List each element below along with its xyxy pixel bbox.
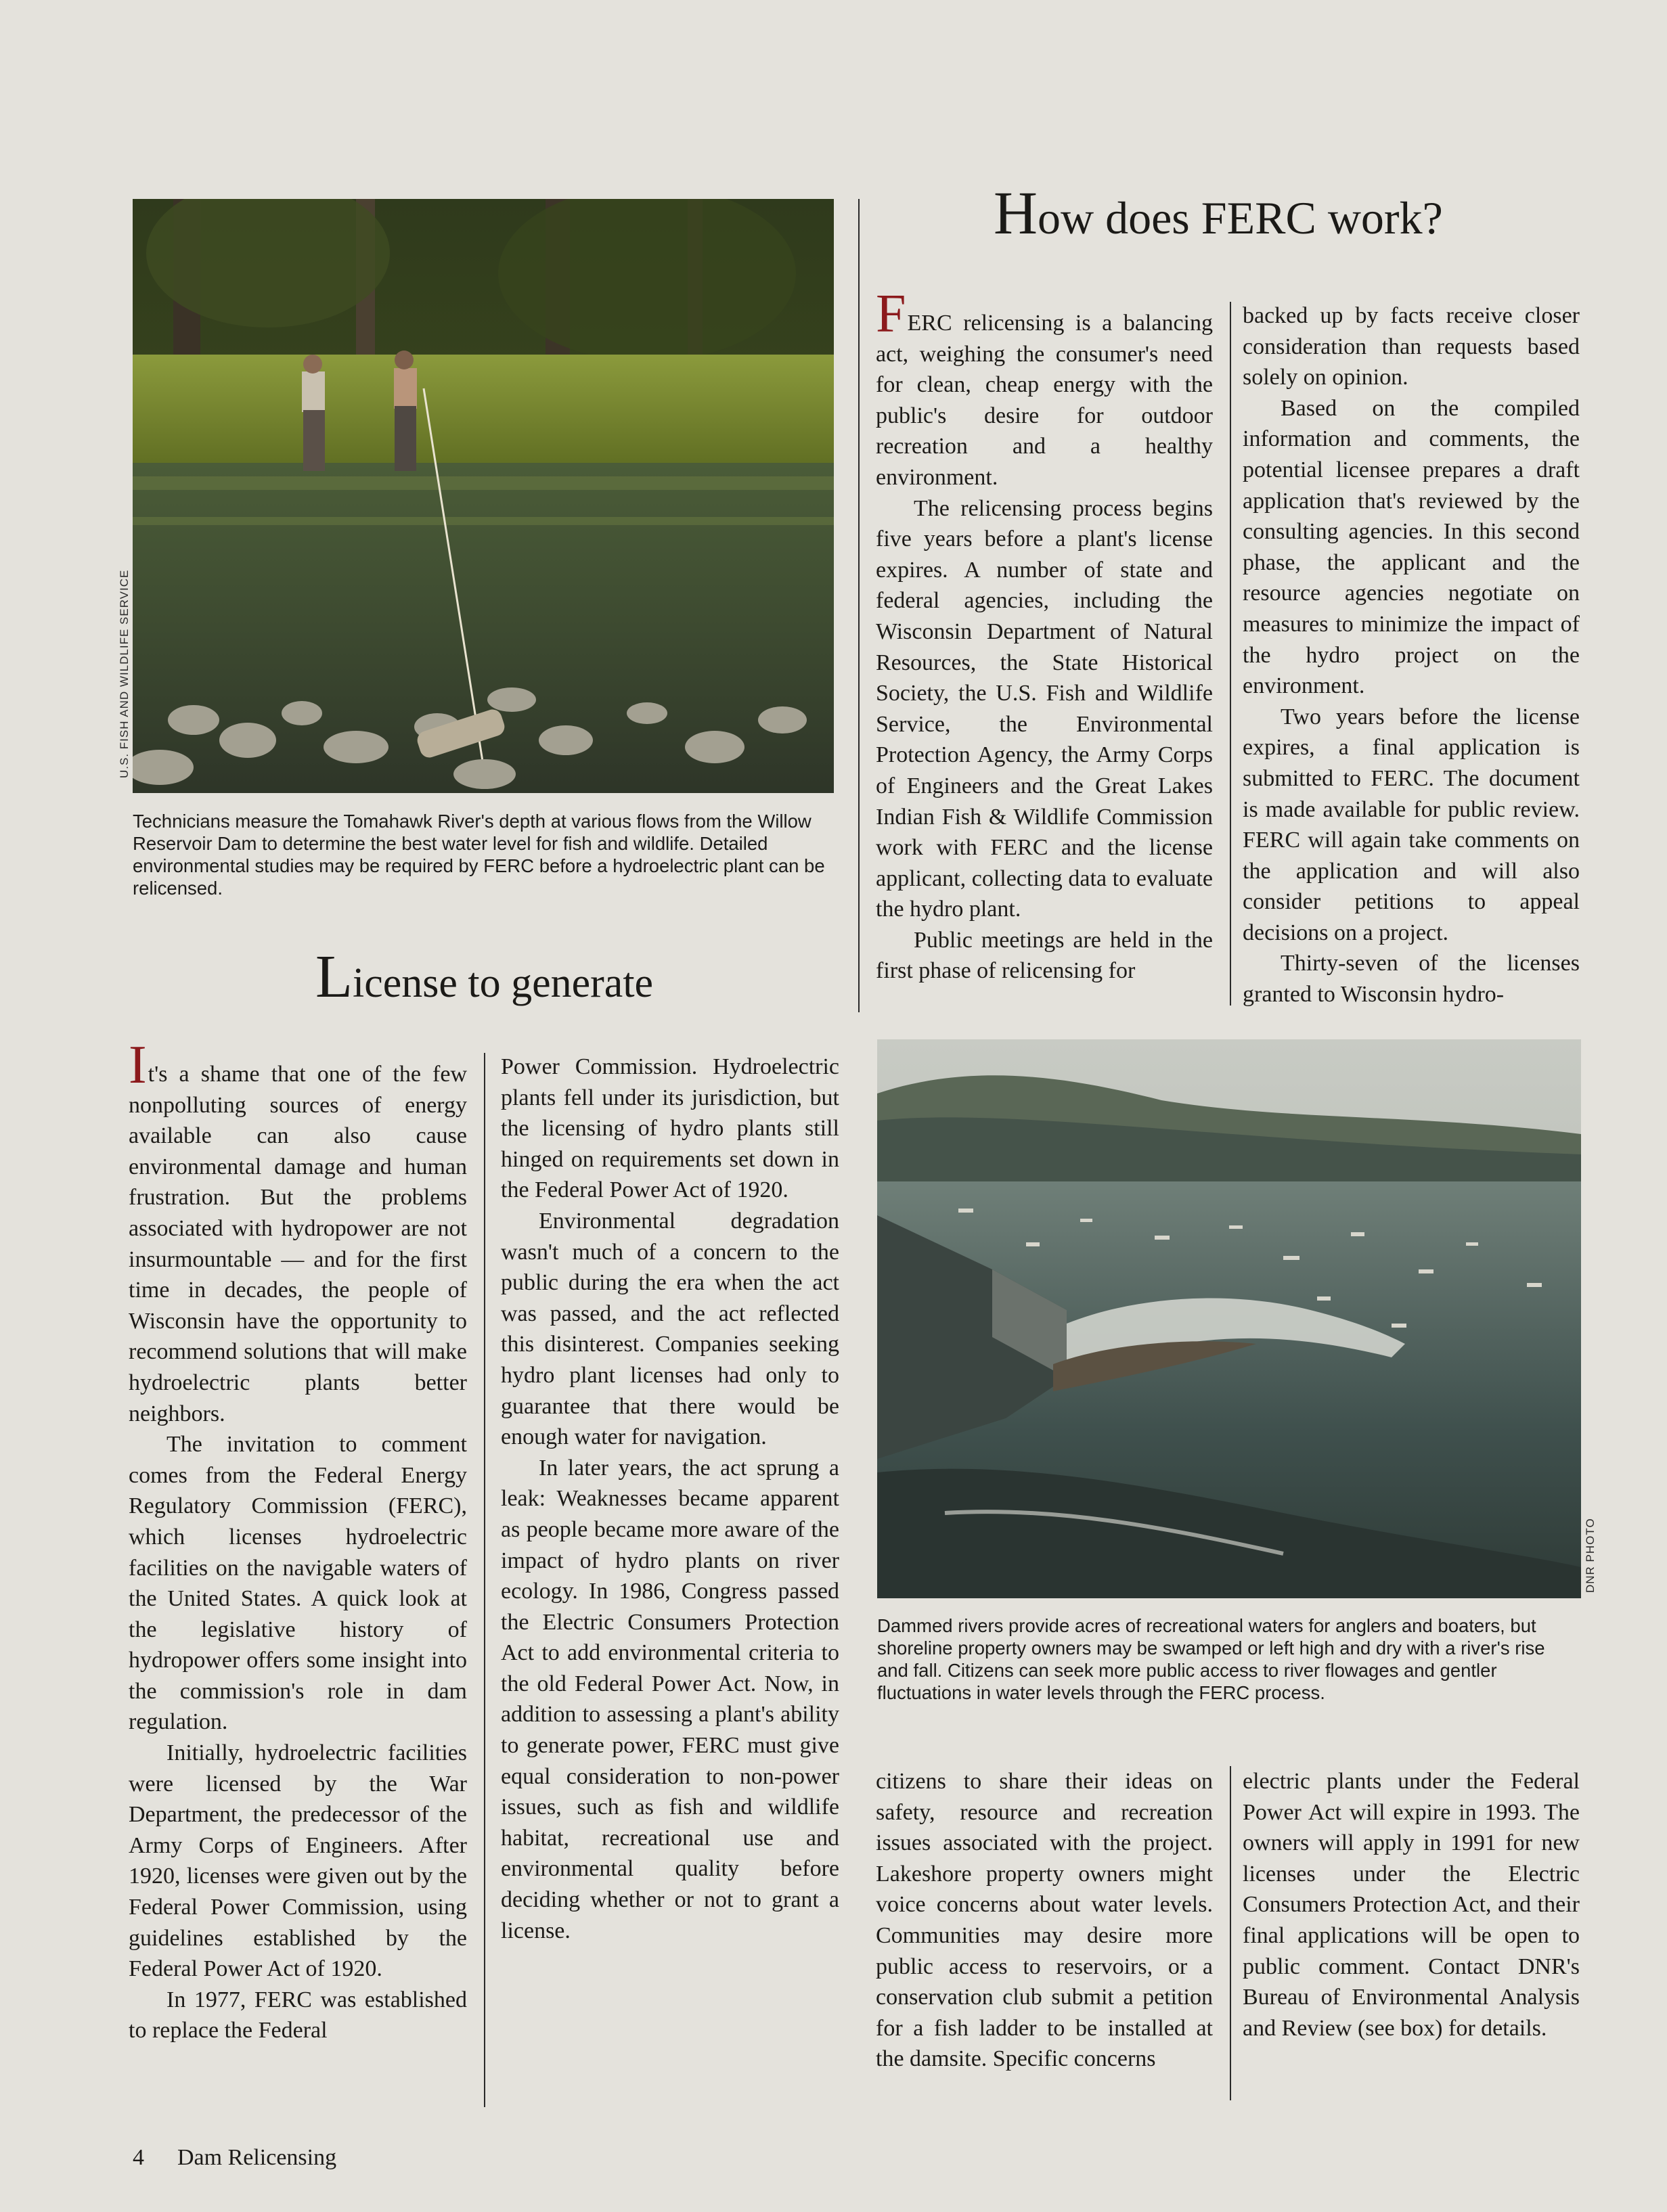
article1-paragraph-4-cont: Power Commission. Hydroelectric plants fell under its jurisdiction, but the licensing of hydro plants still hinged on requirements set down in the Federal Power Act of 1920. [501, 1054, 839, 1203]
article-heading-license-to-generate [315, 942, 653, 1012]
article2-paragraph-3-cont2: citizens to share their ideas on safety, resource and recreation issues associated with the project. Lakeshore property owners might voice concerns about water levels. Communities may desire more public access to reservoirs, or a conservation club submit a petition for a fish ladder to be installed at the damsite. Specific concerns [876, 1769, 1213, 2072]
photo-caption-2: Dammed rivers provide acres of recreational waters for anglers and boaters, but shoreline property owners may be swamped or left high and dry with a river's rise and fall. Citizens can seek more public access to river flowages and gentler fluctuations in water levels through the FERC process. [877, 1615, 1545, 1703]
heading-initial: H [994, 180, 1038, 247]
photo-caption-1: Technicians measure the Tomahawk River's depth at various flows from the Willow Reservoir Dam to determine the best water level for fish and wildlife. Detailed environmental studies may be required by FERC before a hydroelectric plant can be relicensed. [133, 811, 825, 899]
article1-paragraph-5: Environmental degradation wasn't much of a concern to the public during the era when the act was passed, and the act reflected this disinterest. Companies seeking hydro plant licenses had only to guarantee that there would be enough water for navigation. [501, 1208, 839, 1450]
article2-paragraph-3: Public meetings are held in the first phase of relicensing for [876, 927, 1213, 984]
heading-text: ow does FERC work? [1038, 192, 1443, 244]
photo-river-technicians-image [133, 199, 834, 793]
dropcap-i: I [129, 1035, 147, 1095]
article1-paragraph-2: The invitation to comment comes from the Federal Energy Regulatory Commission (FERC), which licenses hydroelectric facilities on the navigable waters of the United States. A quick look at the legislative history of hydropower offers some insight into the commission's role in dam regulation. [129, 1432, 467, 1735]
photo-dam-boats [877, 1039, 1581, 1598]
section-title: Dam Relicensing [177, 2145, 337, 2170]
article2-paragraph-2: The relicensing process begins five years before a plant's license expires. A number of state and federal agencies, including the Wisconsin Department of Natural Resources, the State Historical Society, the U.S. Fish and Wildlife Service, the Environmental Protection Agency, the Army Corps of Engineers and the Great Lakes Indian Fish & Wildlife Commission work with FERC and the license applicant, collecting data to evaluate the hydro plant. [876, 495, 1213, 922]
article2-paragraph-6-cont: electric plants under the Federal Power Act will expire in 1993. The owners will apply in 1991 for new licenses under the Electric Consumers Protection Act, and their final applications will be open to public comment. Contact DNR's Bureau of Environmental Analysis and Review (see box) for details. [1243, 1769, 1580, 2041]
article1-column-1 [129, 1035, 467, 2046]
column-rule-1 [484, 1053, 485, 2107]
article2-column-3 [876, 1766, 1213, 2075]
column-rule-3 [1230, 1766, 1231, 2100]
article1-paragraph-1: It's a shame that one of the few nonpolluting sources of energy available can also cause environmental damage and human frustration. But the problems associated with hydropower are not insurmountable — and for the first time in decades, the people of Wisconsin have the opportunity to recommend solutions that will make hydroelectric plants better neighbors. [129, 1035, 467, 1426]
photo-credit-dnr: DNR PHOTO [1584, 1518, 1597, 1593]
heading-initial: L [315, 943, 353, 1010]
page-number: 4 [133, 2145, 144, 2170]
photo-dam-boats-image [877, 1039, 1581, 1598]
article2-paragraph-1: FERC relicensing is a balancing act, weighing the consumer's need for clean, cheap energy with the public's desire for outdoor recreation and a healthy environment. [876, 284, 1213, 490]
heading-text: icense to generate [352, 960, 654, 1006]
article2-paragraph-3-cont: backed up by facts receive closer consideration than requests based solely on opinion. [1243, 303, 1580, 390]
article1-paragraph-3: Initially, hydroelectric facilities were licensed by the War Department, the predecessor of the Army Corps of Engineers. After 1920, licenses were given out by the Federal Power Commission, using guidelines established by the Federal Power Act of 1920. [129, 1740, 467, 1982]
column-rule-2 [1230, 302, 1231, 1006]
article1-paragraph-6: In later years, the act sprung a leak: Weaknesses became apparent as people became more aware of the impact of hydro plants on river ecology. In 1986, Congress passed the Electric Consumers Protection Act to add environmental criteria to the old Federal Power Act. Now, in addition to assessing a plant's ability to generate power, FERC must give equal consideration to non-power issues, such as fish and wildlife habitat, recreational use and environmental quality before deciding whether or not to grant a license. [501, 1455, 839, 1943]
article2-paragraph-4: Based on the compiled information and comments, the potential licensee prepares a draft application that's reviewed by the consulting agencies. In this second phase, the applicant and the resource agencies negotiate on measures to minimize the impact of the hydro project on the environment. [1243, 395, 1580, 699]
photo-river-technicians [133, 199, 834, 793]
article-heading-how-does-ferc-work [994, 179, 1443, 248]
article2-paragraph-6: Thirty-seven of the licenses granted to Wisconsin hydro- [1243, 951, 1580, 1008]
article2-column-2 [1243, 300, 1580, 1010]
article2-column-1 [876, 284, 1213, 987]
dropcap-f: F [876, 284, 906, 344]
article2-column-4 [1243, 1766, 1580, 2044]
center-column-rule [858, 199, 860, 1012]
article1-paragraph-4: In 1977, FERC was established to replace the Federal [129, 1987, 467, 2044]
article1-column-2 [501, 1052, 839, 1946]
photo-credit-usfws: U.S. FISH AND WILDLIFE SERVICE [118, 569, 131, 778]
article2-paragraph-5: Two years before the license expires, a final application is submitted to FERC. The document is made available for public review. FERC will again take comments on the application and will also consider petitions to appeal decisions on a project. [1243, 704, 1580, 945]
